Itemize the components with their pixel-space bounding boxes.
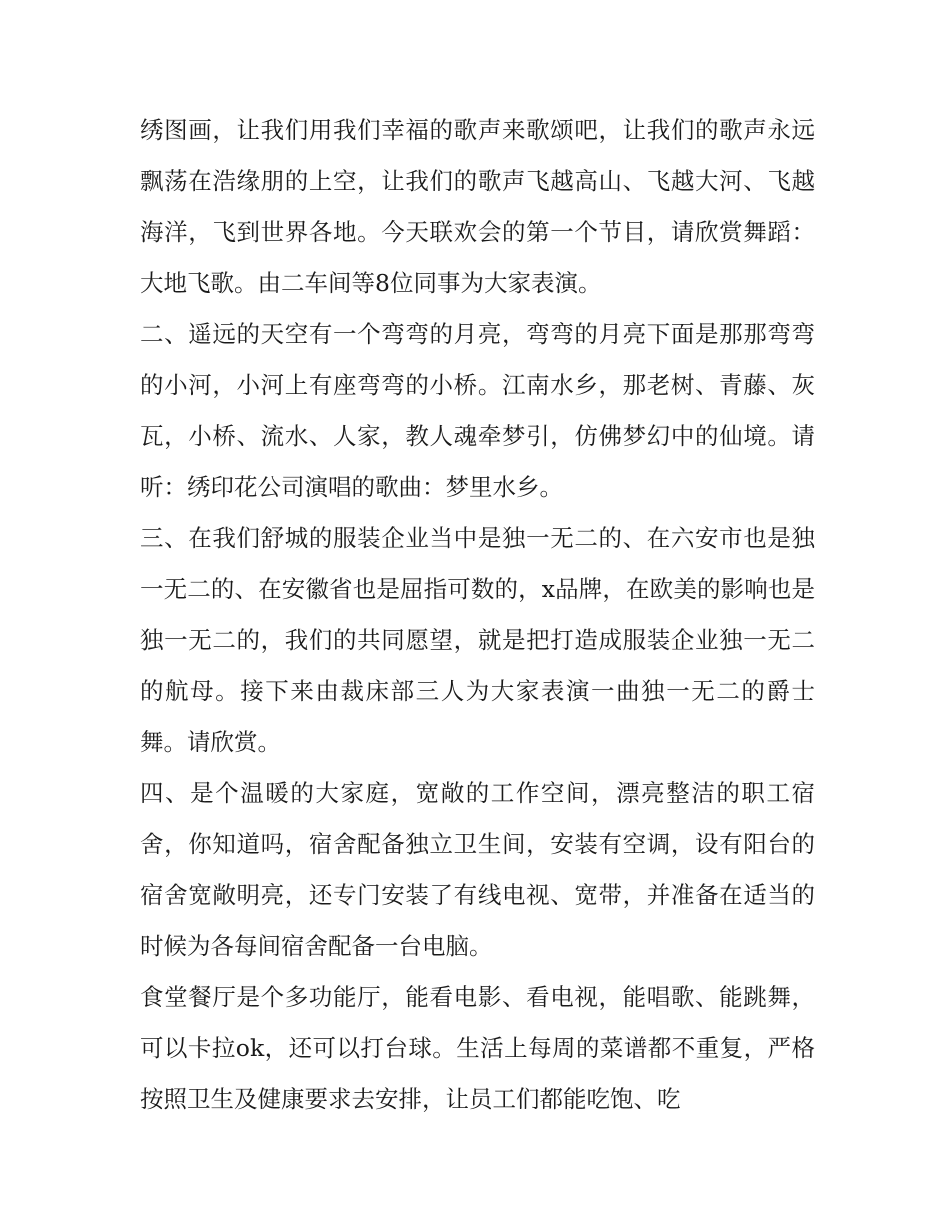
paragraph-4: 四、是个温暖的大家庭，宽敞的工作空间，漂亮整洁的职工宿舍，你知道吗，宿舍配备独立卫生间，安装有空调，设有阳台的宿舍宽敞明亮，还专门安装了有线电视、宽带，并准备在适当的时候为各每间宿舍配备一台电脑。 (140, 779, 815, 960)
document-body (140, 105, 815, 1125)
paragraph-1: 绣图画，让我们用我们幸福的歌声来歌颂吧，让我们的歌声永远飘荡在浩缘朋的上空，让我们的歌声飞越高山、飞越大河、飞越海洋，飞到世界各地。今天联欢会的第一个节目，请欣赏舞蹈：大地飞歌。由二车间等8位同事为大家表演。 (140, 116, 815, 297)
paragraph-2: 二、遥远的天空有一个弯弯的月亮，弯弯的月亮下面是那那弯弯的小河，小河上有座弯弯的小桥。江南水乡，那老树、青藤、灰瓦，小桥、流水、人家，教人魂牵梦引，仿佛梦幻中的仙境。请听：绣印花公司演唱的歌曲：梦里水乡。 (140, 320, 815, 501)
paragraph-3: 三、在我们舒城的服装企业当中是独一无二的、在六安市也是独一无二的、在安徽省也是屈指可数的，x品牌，在欧美的影响也是独一无二的，我们的共同愿望，就是把打造成服装企业独一无二的航母。接下来由裁床部三人为大家表演一曲独一无二的爵士舞。请欣赏。 (140, 524, 815, 756)
paragraph-5: 食堂餐厅是个多功能厅，能看电影、看电视，能唱歌、能跳舞，可以卡拉ok，还可以打台球。生活上每周的菜谱都不重复，严格按照卫生及健康要求去安排，让员工们都能吃饱、吃 (140, 983, 815, 1113)
